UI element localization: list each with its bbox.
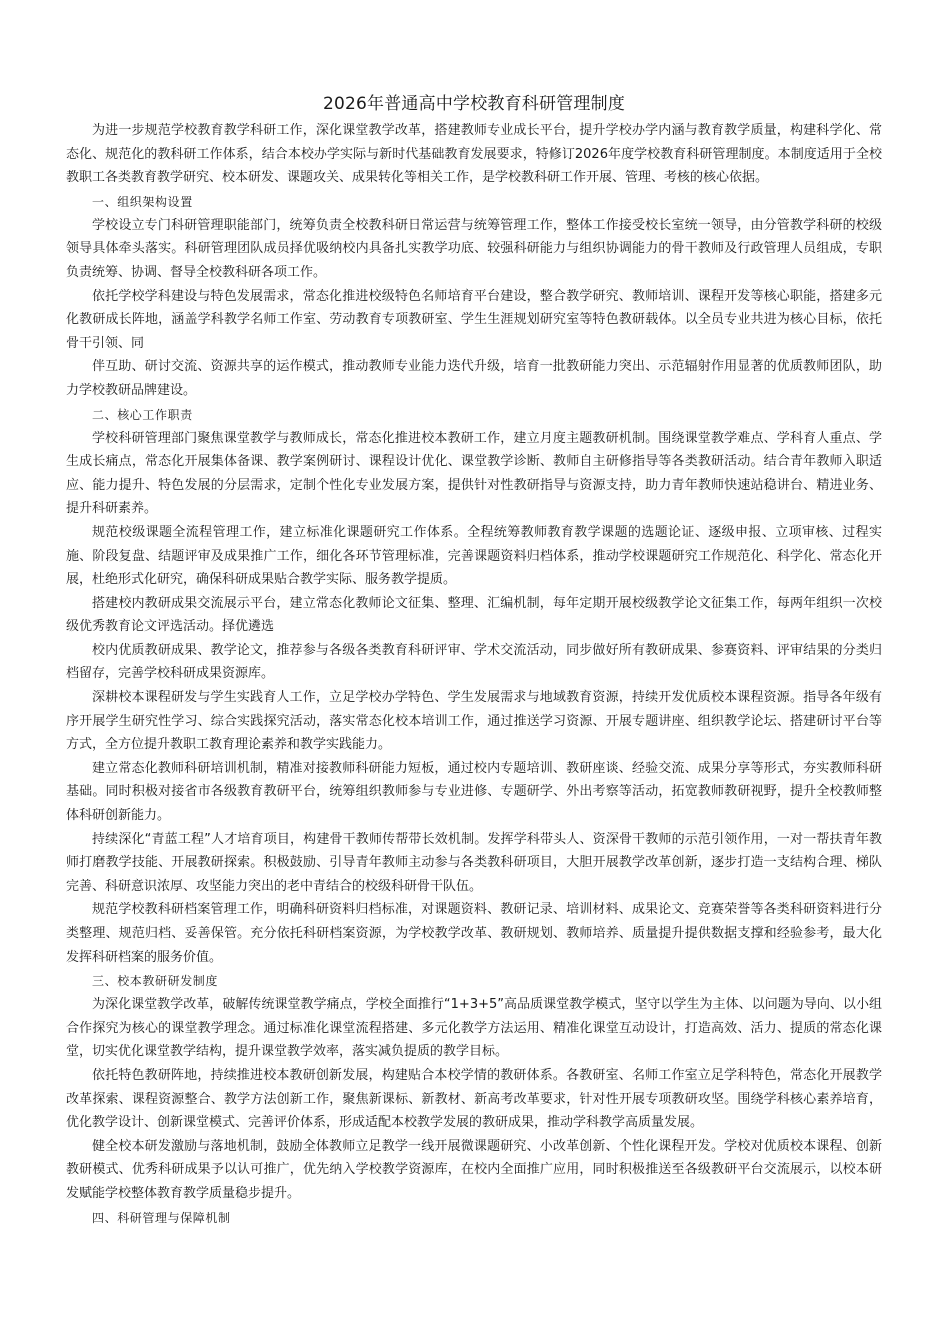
paragraph: 健全校本研发激励与落地机制，鼓励全体教师立足教学一线开展微课题研究、小改革创新、个性化课程开发。学校对优质校本课程、创新教研模式、优秀科研成果予以认可推广，优先纳入学校教学资源库，在校内全面推广应用，同时积极推送至各级教研平台交流展示，以校本研发赋能学校整体教育教学质量稳步提升。 (66, 1138, 882, 1201)
paragraph: 伴互助、研讨交流、资源共享的运作模式，推动教师专业能力迭代升级，培育一批教研能力突出、示范辐射作用显著的优质教师团队，助力学校教研品牌建设。 (66, 359, 882, 398)
paragraph: 校内优质教研成果、教学论文，推荐参与各级各类教育科研评审、学术交流活动，同步做好所有教研成果、参赛资料、评审结果的分类归档留存，完善学校科研成果资源库。 (66, 642, 882, 682)
paragraph: 持续深化“青蓝工程”人才培育项目，构建骨干教师传帮带长效机制。发挥学科带头人、资深骨干教师的示范引领作用，一对一帮扶青年教师打磨教学技能、开展教研探索。积极鼓励、引导青年教师主动参与各类教科研项目，大胆开展教学改革创新，逐步打造一支结构合理、梯队完善、科研意识浓厚、攻坚能力突出的老中青结合的校级科研骨干队伍。 (66, 831, 882, 894)
document-title: 2026年普通高中学校教育科研管理制度 (322, 94, 626, 114)
paragraph: 深耕校本课程研发与学生实践育人工作，立足学校办学特色、学生发展需求与地域教育资源，持续开发优质校本课程资源。指导各年级有序开展学生研究性学习、综合实践探究活动，落实常态化校本培训工作，通过推送学习资源、开展专题讲座、组织教学论坛、搭建研讨平台等方式，全方位提升教职工教育理论素养和教学实践能力。 (66, 690, 882, 753)
paragraph: 为进一步规范学校教育教学科研工作，深化课堂教学改革，搭建教师专业成长平台，提升学校办学内涵与教育教学质量，构建科学化、常态化、规范化的教科研工作体系，结合本校办学实际与新时代基础教育发展要求，特修订2026年度学校教育科研管理制度。本制度适用于全校教职工各类教育教学研究、校本研发、课题攻关、成果转化等相关工作，是学校教科研工作开展、管理、考核的核心依据。 (66, 123, 882, 186)
paragraph: 建立常态化教师科研培训机制，精准对接教师科研能力短板，通过校内专题培训、教研座谈、经验交流、成果分享等形式，夯实教师科研基础。同时积极对接省市各级教育教研平台，统筹组织教师参与专业进修、专题研学、外出考察等活动，拓宽教师教研视野，提升全校教师整体科研创新能力。 (66, 760, 882, 824)
paragraph: 学校科研管理部门聚焦课堂教学与教师成长，常态化推进校本教研工作，建立月度主题教研机制。围绕课堂教学难点、学科育人重点、学生成长痛点，常态化开展集体备课、教学案例研讨、课程设计优化、课堂教学诊断、教师自主研修指导等各类教研活动。结合青年教师入职适应、能力提升、特色发展的分层需求，定制个性化专业发展方案，提供针对性教研指导与资源支持，助力青年教师快速站稳讲台、精进业务、提升科研素养。 (66, 430, 882, 517)
section-heading: 一、组织架构设置 (92, 194, 193, 209)
section-heading: 四、科研管理与保障机制 (92, 1210, 231, 1225)
paragraph: 规范校级课题全流程管理工作，建立标准化课题研究工作体系。全程统筹教师教育教学课题的选题论证、逐级申报、立项审核、过程实施、阶段复盘、结题评审及成果推广工作，细化各环节管理标准，完善课题资料归档体系，推动学校课题研究工作规范化、科学化、常态化开展，杜绝形式化研究，确保科研成果贴合教学实际、服务教学提质。 (66, 524, 882, 588)
paragraph: 学校设立专门科研管理职能部门，统筹负责全校教科研日常运营与统筹管理工作，整体工作接受校长室统一领导，由分管教学科研的校级领导具体牵头落实。科研管理团队成员择优吸纳校内具备扎实教学功底、较强科研能力与组织协调能力的骨干教师及行政管理人员组成，专职负责统筹、协调、督导全校教科研各项工作。 (66, 217, 882, 280)
paragraph: 搭建校内教研成果交流展示平台，建立常态化教师论文征集、整理、汇编机制，每年定期开展校级教学论文征集工作，每两年组织一次校级优秀教育论文评选活动。择优遴选 (66, 595, 882, 635)
paragraph: 为深化课堂教学改革，破解传统课堂教学痛点，学校全面推行“1+3+5”高品质课堂教学模式，坚守以学生为主体、以问题为导向、以小组合作探究为核心的课堂教学理念。通过标准化课堂流程搭建、多元化教学方法运用、精准化课堂互动设计，打造高效、活力、提质的常态化课堂，切实优化课堂教学结构，提升课堂教学效率，落实减负提质的教学目标。 (66, 997, 882, 1060)
section-heading: 三、校本教研研发制度 (92, 974, 219, 989)
paragraph: 依托学校学科建设与特色发展需求，常态化推进校级特色名师培育平台建设，整合教学研究、教师培训、课程开发等核心职能，搭建多元化教研成长阵地，涵盖学科教学名师工作室、劳动教育专项教研室、学生生涯规划研究室等特色教研载体。以全员专业共进为核心目标，依托骨干引领、同 (66, 288, 882, 351)
document-body (66, 119, 882, 1230)
section-heading: 二、核心工作职责 (92, 407, 193, 422)
paragraph: 规范学校教科研档案管理工作，明确科研资料归档标准，对课题资料、教研记录、培训材料、成果论文、竞赛荣誉等各类科研资料进行分类整理、规范归档、妥善保管。充分依托科研档案资源，为学校教学改革、教研规划、教师培养、质量提升提供数据支撑和经验参考，最大化发挥科研档案的服务价值。 (66, 902, 882, 965)
paragraph: 依托特色教研阵地，持续推进校本教研创新发展，构建贴合本校学情的教研体系。各教研室、名师工作室立足学科特色，常态化开展教学改革探索、课程资源整合、教学方法创新工作，聚焦新课标、新教材、新高考改革要求，针对性开展专项教研攻坚。围绕学科核心素养培育，优化教学设计、创新课堂模式、完善评价体系，形成适配本校教学发展的教研成果，推动学科教学高质量发展。 (66, 1067, 882, 1131)
